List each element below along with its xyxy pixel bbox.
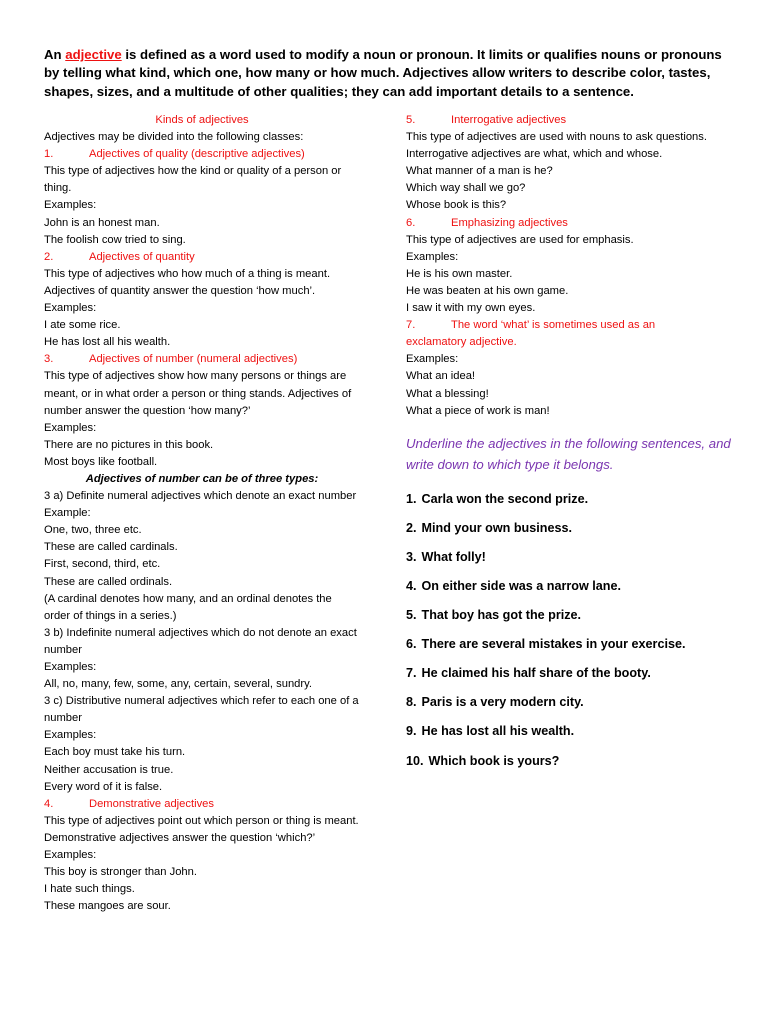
section-line: He was beaten at his own game. xyxy=(406,284,569,297)
types-line: Example: xyxy=(44,507,91,520)
list-item xyxy=(406,688,732,717)
section-line: This boy is stronger than John. xyxy=(44,866,197,879)
list-item xyxy=(406,543,732,572)
types-line: Examples: xyxy=(44,661,97,673)
exercise-text: He claimed his half share of the booty. xyxy=(421,666,651,681)
exercise-number: 2. xyxy=(406,520,417,535)
number-types-heading: Adjectives of number can be of three types: xyxy=(85,472,319,485)
section-number: 3. xyxy=(44,353,54,366)
kinds-title: Kinds of adjectives xyxy=(155,114,249,126)
section-line: There are no pictures in this book. xyxy=(44,438,214,451)
section-heading-2 xyxy=(44,249,360,266)
section-line: This type of adjectives who how much of a thing is meant. xyxy=(44,267,331,280)
right-column xyxy=(406,112,732,776)
section-number: 6. xyxy=(406,216,416,229)
types-line: One, two, three etc. xyxy=(44,524,142,537)
section-number: 2. xyxy=(44,250,54,263)
section-line: I ate some rice. xyxy=(44,319,121,332)
section-line: Whose book is this? xyxy=(406,199,507,212)
section-heading-4 xyxy=(44,796,360,813)
types-line: (A cardinal denotes how many, and an ordinal denotes the order of things in a series.) xyxy=(44,592,332,622)
exercise-number: 9. xyxy=(406,724,417,739)
section-title: Adjectives of number (numeral adjectives) xyxy=(89,353,298,366)
section-title: Demonstrative adjectives xyxy=(89,797,214,810)
section-line: Adjectives of quantity answer the question ‘how much’. xyxy=(44,284,316,297)
section-line: I hate such things. xyxy=(44,883,135,896)
kinds-intro: Adjectives may be divided into the following classes: xyxy=(44,131,304,144)
exercise-number: 3. xyxy=(406,549,417,564)
intro-text: is defined as a word used to modify a noun or pronoun. It limits or qualifies nouns or pronouns by telling what kind, which one, how many or how much. Adjectives allow writers to describe color, tastes, shapes, sizes, and a multitude of other qualities; they can add important details to a sentence. xyxy=(44,47,722,99)
types-line: 3 c) Distributive numeral adjectives which refer to each one of a number xyxy=(44,695,359,725)
section-number: 1. xyxy=(44,148,54,161)
list-item xyxy=(406,601,732,630)
section-number: 7. xyxy=(406,319,416,332)
section-line: John is an honest man. xyxy=(44,216,160,229)
types-line: These are called ordinals. xyxy=(44,575,173,588)
exercise-text: Paris is a very modern city. xyxy=(421,695,584,710)
section-line: This type of adjectives are used for emphasis. xyxy=(406,233,634,246)
exercise-number: 7. xyxy=(406,666,417,681)
intro-paragraph xyxy=(44,46,734,101)
types-line: 3 b) Indefinite numeral adjectives which do not denote an exact number xyxy=(44,626,357,656)
section-title: Interrogative adjectives xyxy=(451,114,567,126)
intro-prefix: An xyxy=(44,47,66,62)
section-line: Interrogative adjectives are what, which and whose. xyxy=(406,148,663,161)
types-line: Each boy must take his turn. xyxy=(44,746,186,759)
section-line: Examples: xyxy=(406,250,459,263)
section-heading-5 xyxy=(406,112,732,129)
section-line: Examples: xyxy=(44,199,97,212)
types-line: All, no, many, few, some, any, certain, several, sundry. xyxy=(44,678,312,691)
section-line: He has lost all his wealth. xyxy=(44,336,171,349)
section-title: Adjectives of quantity xyxy=(89,250,195,263)
section-line: He is his own master. xyxy=(406,267,513,280)
section-heading-1 xyxy=(44,146,360,163)
exercise-list xyxy=(406,485,732,776)
section-line: The foolish cow tried to sing. xyxy=(44,233,186,246)
list-item xyxy=(406,572,732,601)
section-number: 4. xyxy=(44,797,54,810)
exercise-number: 4. xyxy=(406,578,417,593)
section-title: The word ‘what’ is sometimes used as an xyxy=(451,319,656,332)
exercise-number: 6. xyxy=(406,637,417,652)
exercise-text: Mind your own business. xyxy=(421,520,572,535)
section-line: This type of adjectives point out which person or thing is meant. Demonstrative adjectives answer the question ‘which?’ xyxy=(44,814,359,844)
exercise-number: 8. xyxy=(406,695,417,710)
section-line: What an idea! xyxy=(406,370,476,383)
section-line: Examples: xyxy=(406,353,459,366)
section-title-continued: exclamatory adjective. xyxy=(406,336,517,349)
section-line: This type of adjectives are used with nouns to ask questions. xyxy=(406,131,707,144)
section-title: Emphasizing adjectives xyxy=(451,216,568,229)
exercise-text: Which book is yours? xyxy=(428,753,560,768)
section-line: Most boys like football. xyxy=(44,455,158,468)
section-line: What a blessing! xyxy=(406,387,489,400)
section-line: These mangoes are sour. xyxy=(44,900,171,913)
section-heading-6 xyxy=(406,215,732,232)
list-item xyxy=(406,747,732,776)
exercise-text: What folly! xyxy=(421,549,486,564)
list-item xyxy=(406,514,732,543)
section-line: I saw it with my own eyes. xyxy=(406,302,536,315)
section-line: Examples: xyxy=(44,421,97,434)
exercise-text: There are several mistakes in your exercise. xyxy=(421,637,686,652)
exercise-text: Carla won the second prize. xyxy=(421,491,589,506)
types-line: Neither accusation is true. xyxy=(44,763,174,776)
exercise-instruction: Underline the adjectives in the following sentences, and write down to which type it belongs. xyxy=(406,435,731,473)
types-line: Examples: xyxy=(44,729,97,742)
types-line: Every word of it is false. xyxy=(44,780,163,793)
section-heading-7 xyxy=(406,317,732,334)
section-number: 5. xyxy=(406,114,416,126)
list-item xyxy=(406,485,732,514)
list-item xyxy=(406,717,732,746)
section-line: Which way shall we go? xyxy=(406,182,526,195)
list-item xyxy=(406,630,732,659)
keyword-adjective: adjective xyxy=(65,47,122,62)
section-line: Examples: xyxy=(44,302,97,315)
left-column xyxy=(44,112,360,915)
section-title: Adjectives of quality (descriptive adjectives) xyxy=(89,148,305,161)
types-line: 3 a) Definite numeral adjectives which denote an exact number xyxy=(44,490,357,503)
section-line: What a piece of work is man! xyxy=(406,404,550,417)
section-line: What manner of a man is he? xyxy=(406,165,553,178)
exercise-number: 1. xyxy=(406,491,417,506)
list-item xyxy=(406,659,732,688)
section-line: Examples: xyxy=(44,849,97,862)
exercise-number: 5. xyxy=(406,608,417,623)
exercise-text: On either side was a narrow lane. xyxy=(421,578,621,593)
section-heading-3 xyxy=(44,351,360,368)
section-line: This type of adjectives how the kind or quality of a person or thing. xyxy=(44,165,342,195)
types-line: First, second, third, etc. xyxy=(44,558,161,571)
exercise-text: That boy has got the prize. xyxy=(421,608,582,623)
types-line: These are called cardinals. xyxy=(44,541,178,554)
exercise-text: He has lost all his wealth. xyxy=(421,724,575,739)
exercise-number: 10. xyxy=(406,753,424,768)
section-line: This type of adjectives show how many persons or things are meant, or in what order a person or thing stands. Adjectives of number answer the question ‘how many?’ xyxy=(44,370,352,417)
